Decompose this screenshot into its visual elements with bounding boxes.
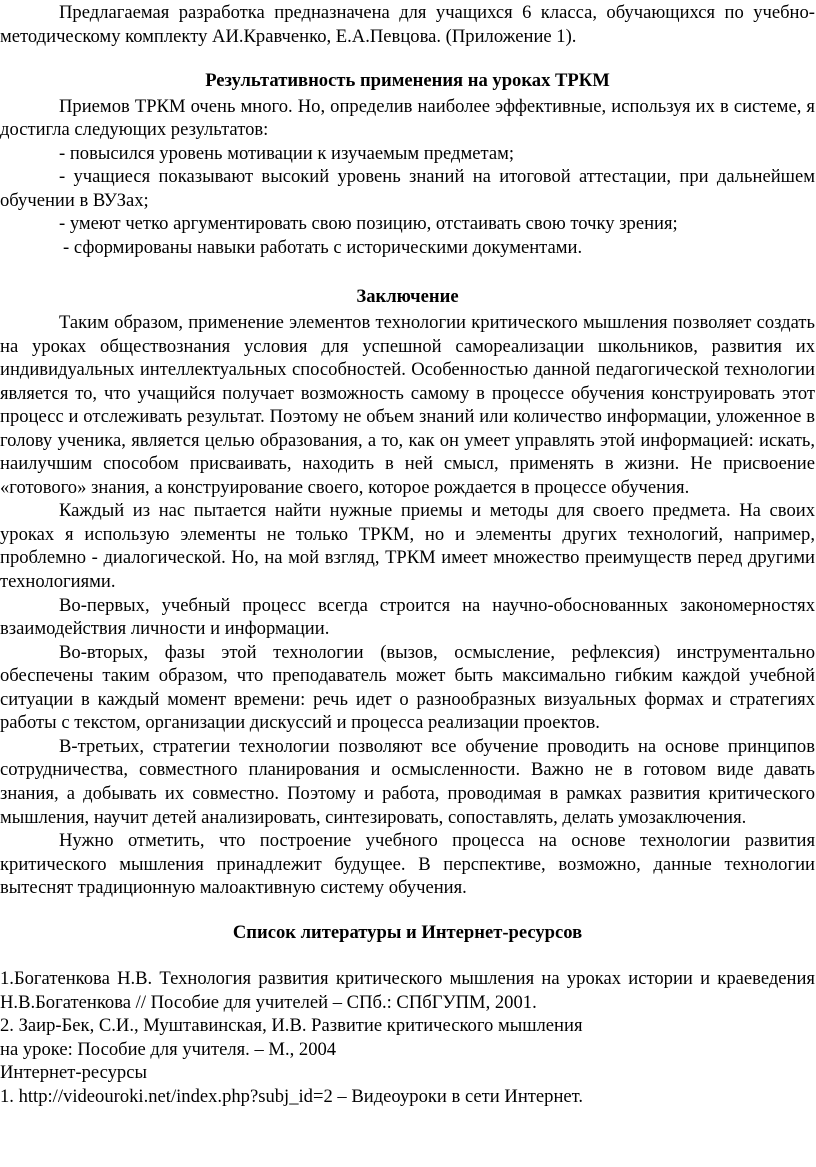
conclusion-paragraph: Во-вторых, фазы этой технологии (вызов, осмысление, рефлексия) инструментально обеспечены таким образом, что преподаватель может быть максимально гибким каждой учебной ситуации в каждый момент времени: речь идет о разнообразных визуальных формах и стратегиях работы с текстом, организации дискуссий и процесса реализации проектов. xyxy=(0,641,815,734)
conclusion-paragraph: Каждый из нас пытается найти нужные приемы и методы для своего предмета. На своих уроках я использую элементы не только ТРКМ, но и элементы других технологий, например, проблемно - диалогической. Но, на мой взгляд, ТРКМ имеет множество преимуществ перед другими технологиями. xyxy=(0,500,815,593)
results-item: - учащиеся показывают высокий уровень знаний на итоговой аттестации, при дальнейшем обучении в ВУЗах; xyxy=(0,166,815,211)
reference-entry: на уроке: Пособие для учителя. – М., 2004 xyxy=(0,1038,337,1060)
reference-entry: 2. Заир-Бек, С.И., Муштавинская, И.В. Развитие критического мышления xyxy=(0,1015,583,1037)
intro-paragraph: Предлагаемая разработка предназначена для учащихся 6 класса, обучающихся по учебно-методическому комплекту АИ.Кравченко, Е.А.Певцова. (Приложение 1). xyxy=(0,2,815,47)
conclusion-paragraph: В-третьих, стратегии технологии позволяют все обучение проводить на основе принципов сотрудничества, совместного планирования и осмысленности. Важно не в готовом виде давать знания, а добывать их совместно. Поэтому и работа, проводимая в рамках развития критического мышления, научит детей анализировать, синтезировать, сопоставлять, делать умозаключения. xyxy=(0,735,815,828)
results-item: - сформированы навыки работать с историческими документами. xyxy=(63,236,583,258)
conclusion-paragraph: Таким образом, применение элементов технологии критического мышления позволяет создать на уроках обществознания условия для успешной самореализации школьников, развития их индивидуальных интеллектуальных способностей. Особенностью данной педагогической технологии является то, что учащийся получает возможность самому в процессе обучения конструировать этот процесс и отслеживать результат. Поэтому не объем знаний или количество информации, уложенное в голову ученика, является целью образования, а то, как он умеет управлять этой информацией: искать, наилучшим способом присваивать, находить в ней смысл, применять в жизни. Не присвоение «готового» знания, а конструирование своего, которое рождается в процессе обучения. xyxy=(0,312,815,498)
conclusion-paragraph: Нужно отметить, что построение учебного процесса на основе технологии развития критического мышления принадлежит будущее. В перспективе, возможно, данные технологии вытеснят традиционную малоактивную систему обучения. xyxy=(0,830,815,899)
conclusion-paragraph: Во-первых, учебный процесс всегда строится на научно-обоснованных закономерностях взаимодействия личности и информации. xyxy=(0,594,815,640)
internet-resource-entry: 1. http://videouroki.net/index.php?subj_id=2 – Видеоуроки в сети Интернет. xyxy=(0,1085,584,1107)
results-lead: Приемов ТРКМ очень много. Но, определив наиболее эффективные, используя их в системе, я достигла следующих результатов: xyxy=(0,95,815,141)
results-item: - умеют четко аргументировать свою позицию, отстаивать свою точку зрения; xyxy=(59,213,678,235)
results-item: - повысился уровень мотивации к изучаемым предметам; xyxy=(59,142,515,164)
conclusion-heading: Заключение xyxy=(356,286,459,308)
references-heading: Список литературы и Интернет-ресурсов xyxy=(232,921,583,943)
results-heading: Результативность применения на уроках ТРКМ xyxy=(205,70,610,92)
reference-entry: 1.Богатенкова Н.В. Технология развития критического мышления на уроках истории и краеведения Н.В.Богатенкова // Пособие для учителей – СПб.: СПбГУПМ, 2001. xyxy=(0,968,815,1013)
internet-resources-label: Интернет-ресурсы xyxy=(0,1062,147,1084)
